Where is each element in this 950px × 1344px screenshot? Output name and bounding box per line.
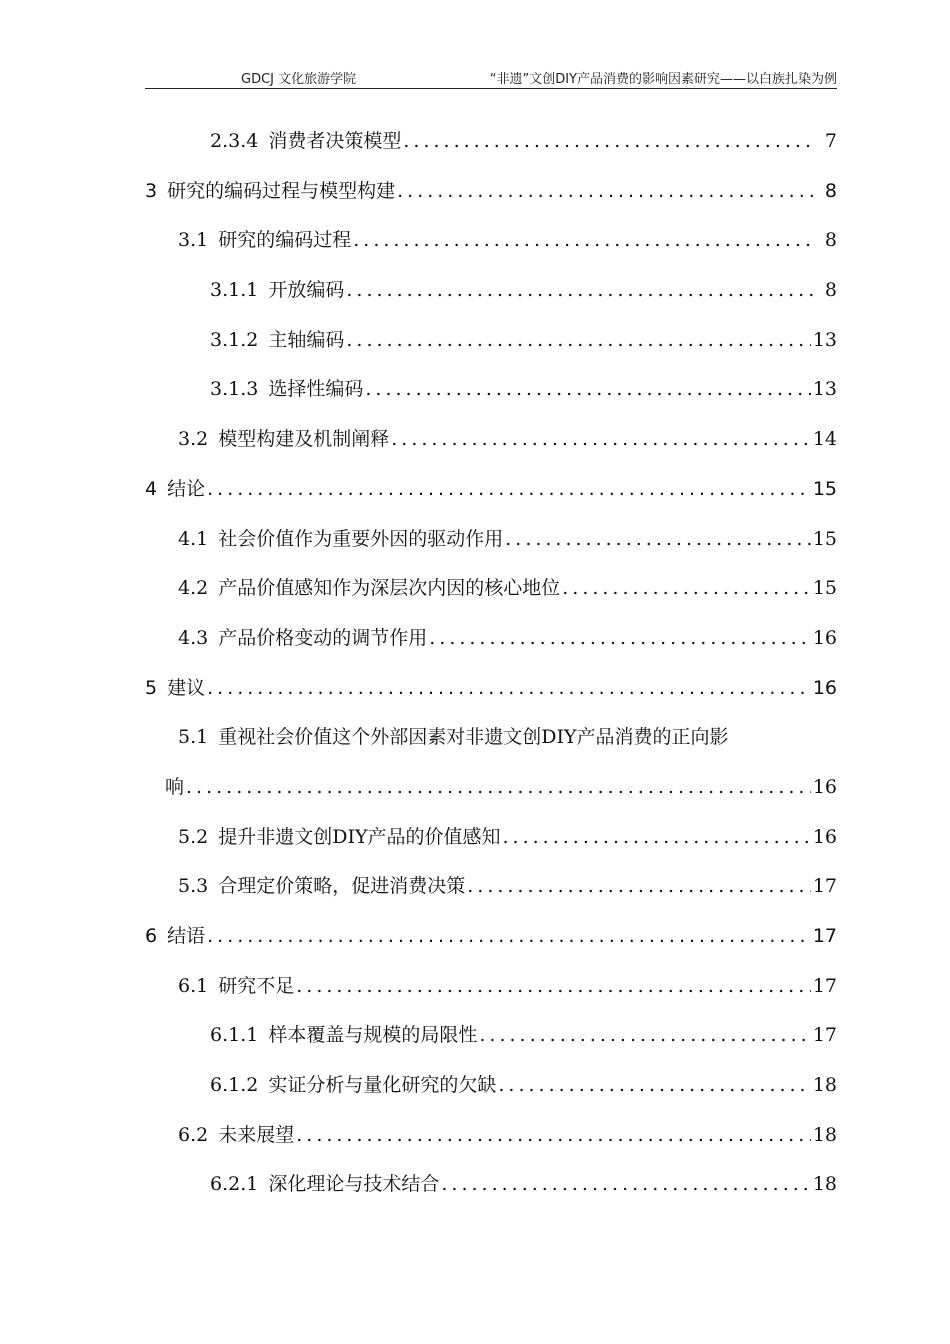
toc-dot-leader [346, 327, 810, 353]
toc-page-number: 16 [812, 626, 837, 649]
toc-entry[interactable] [145, 613, 837, 663]
toc-dot-leader [562, 575, 811, 601]
toc-entry-number: 6.1.1 [210, 1024, 259, 1047]
toc-entry[interactable] [145, 911, 837, 961]
toc-entry-number: 5 [145, 676, 158, 699]
toc-entry-title: 消费者决策模型 [268, 130, 402, 152]
toc-entry[interactable] [145, 116, 837, 166]
toc-entry-number: 3.1.3 [210, 378, 259, 401]
toc-dot-leader [505, 526, 811, 552]
toc-entry-number: 3.1.1 [210, 279, 259, 302]
toc-entry[interactable] [145, 1060, 837, 1110]
toc-dot-leader [391, 426, 811, 452]
page-header [145, 62, 837, 89]
toc-entry-number: 6.2.1 [210, 1173, 259, 1196]
toc-entry[interactable] [145, 812, 837, 862]
toc-entry-title: 研究不足 [218, 974, 295, 997]
toc-entry-title: 产品价格变动的调节作用 [218, 626, 428, 649]
toc-entry-title: 未来展望 [218, 1123, 295, 1146]
toc-entry-title: 深化理论与技术结合 [268, 1173, 440, 1196]
toc-page-number: 18 [812, 1123, 837, 1146]
toc-page-number: 16 [812, 825, 837, 848]
toc-entry[interactable] [145, 712, 837, 762]
toc-entry-number: 6.2 [178, 1123, 209, 1146]
toc-entry[interactable] [145, 563, 837, 613]
toc-entry[interactable] [145, 1010, 837, 1060]
toc-entry-title: 选择性编码 [268, 378, 364, 401]
toc-entry[interactable] [145, 414, 837, 464]
toc-dot-leader [207, 476, 811, 502]
toc-entry-number: 4.1 [178, 527, 209, 550]
toc-entry-title: 提升非遗文创DIY产品的价值感知 [218, 825, 501, 848]
toc-entry-line [210, 327, 837, 353]
toc-entry-line [178, 227, 837, 253]
toc-entry-line [210, 277, 837, 303]
toc-page-number: 8 [824, 179, 837, 202]
toc-entry-line [210, 128, 837, 154]
toc-entry[interactable] [145, 364, 837, 414]
toc-dot-leader [479, 1022, 810, 1048]
toc-entry-line [210, 1171, 837, 1197]
toc-entry-number: 3 [145, 179, 158, 202]
toc-entry-line [145, 476, 837, 502]
toc-entry-line [210, 1022, 837, 1048]
toc-page-number: 17 [812, 1024, 837, 1047]
table-of-contents [145, 116, 837, 1209]
toc-entry[interactable] [145, 215, 837, 265]
toc-page-number: 7 [824, 130, 837, 152]
header-title: “非遗”文创DIY产品消费的影响因素研究——以白族扎染为例 [489, 72, 837, 87]
toc-entry-line [178, 575, 837, 601]
toc-entry-line [178, 973, 837, 999]
toc-entry-title: 合理定价策略，促进消费决策 [218, 875, 466, 898]
toc-dot-leader [186, 774, 811, 800]
toc-page-number: 16 [812, 676, 837, 699]
toc-entry-title: 模型构建及机制阐释 [218, 428, 390, 451]
toc-dot-leader [503, 824, 811, 850]
toc-entry[interactable] [145, 1110, 837, 1160]
toc-page-number: 18 [812, 1173, 837, 1196]
toc-entry-number: 5.2 [178, 825, 209, 848]
toc-entry-number: 3.1 [178, 229, 209, 252]
toc-dot-leader [365, 376, 810, 402]
toc-page-number: 17 [812, 925, 837, 947]
toc-entry-line [178, 625, 837, 651]
toc-entry-title: 开放编码 [268, 279, 345, 302]
toc-page-number: 14 [812, 428, 837, 451]
toc-entry-line [178, 426, 837, 452]
toc-entry-title: 重视社会价值这个外部因素对非遗文创DIY产品消费的正向影 [218, 726, 729, 749]
toc-entry-title: 结语 [167, 925, 206, 947]
toc-entry-line [145, 923, 837, 949]
toc-page-number: 16 [812, 775, 837, 798]
toc-entry-number: 5.1 [178, 726, 209, 749]
toc-page-number: 18 [812, 1074, 837, 1097]
toc-entry-number: 3.1.2 [210, 328, 259, 351]
toc-dot-leader [353, 227, 815, 253]
toc-entry-number: 2.3.4 [210, 130, 259, 152]
toc-entry-number: 4.2 [178, 577, 209, 600]
toc-entry[interactable] [145, 464, 837, 514]
toc-entry-number: 3.2 [178, 428, 209, 451]
toc-dot-leader [397, 178, 815, 204]
toc-entry[interactable] [145, 1159, 837, 1209]
toc-page-number: 17 [812, 974, 837, 997]
toc-entry-title: 社会价值作为重要外因的驱动作用 [218, 527, 504, 550]
toc-page-number: 8 [824, 279, 837, 302]
toc-entry[interactable] [145, 961, 837, 1011]
toc-entry-title: 产品价值感知作为深层次内因的核心地位 [218, 577, 561, 600]
toc-entry[interactable] [145, 166, 837, 216]
header-institution: GDCJ 文化旅游学院 [241, 72, 357, 87]
toc-entry-line [145, 178, 837, 204]
toc-dot-leader [403, 128, 815, 154]
toc-entry-title: 研究的编码过程 [218, 229, 352, 252]
toc-entry[interactable] [145, 315, 837, 365]
toc-entry-title: 样本覆盖与规模的局限性 [268, 1024, 478, 1047]
toc-entry-title: 响 [165, 775, 185, 798]
toc-entry-line [210, 376, 837, 402]
toc-entry-title: 实证分析与量化研究的欠缺 [268, 1074, 497, 1097]
toc-page-number: 13 [812, 328, 837, 351]
toc-page-number: 15 [812, 527, 837, 550]
toc-entry[interactable] [145, 265, 837, 315]
toc-entry[interactable] [145, 663, 837, 713]
toc-entry-line [145, 675, 837, 701]
toc-dot-leader [296, 973, 811, 999]
toc-dot-leader [346, 277, 815, 303]
toc-dot-leader [467, 873, 811, 899]
toc-dot-leader [498, 1072, 810, 1098]
toc-entry-line [178, 724, 729, 750]
toc-entry-title: 结论 [167, 477, 206, 500]
toc-entry-number: 6 [145, 925, 158, 947]
toc-entry-line [178, 526, 837, 552]
toc-entry[interactable] [145, 861, 837, 911]
toc-entry-number: 5.3 [178, 875, 209, 898]
toc-entry-line [210, 1072, 837, 1098]
toc-entry[interactable] [145, 514, 837, 564]
toc-dot-leader [207, 675, 811, 701]
toc-dot-leader [441, 1171, 810, 1197]
toc-entry-title: 建议 [167, 676, 206, 699]
toc-dot-leader [207, 923, 811, 949]
toc-page-number: 17 [812, 875, 837, 898]
toc-entry-title: 研究的编码过程与模型构建 [167, 179, 396, 202]
toc-dot-leader [296, 1122, 811, 1148]
toc-page-number: 8 [824, 229, 837, 252]
toc-entry-number: 4 [145, 477, 158, 500]
toc-page-number: 13 [812, 378, 837, 401]
toc-entry[interactable] [145, 762, 837, 812]
toc-entry-number: 6.1.2 [210, 1074, 259, 1097]
toc-entry-line [178, 873, 837, 899]
toc-dot-leader [429, 625, 811, 651]
toc-page-number: 15 [812, 477, 837, 500]
toc-entry-number: 6.1 [178, 974, 209, 997]
toc-entry-line [178, 824, 837, 850]
toc-page-number: 15 [812, 577, 837, 600]
toc-entry-title: 主轴编码 [268, 328, 345, 351]
toc-entry-line [165, 774, 837, 800]
toc-entry-line [178, 1122, 837, 1148]
toc-entry-number: 4.3 [178, 626, 209, 649]
